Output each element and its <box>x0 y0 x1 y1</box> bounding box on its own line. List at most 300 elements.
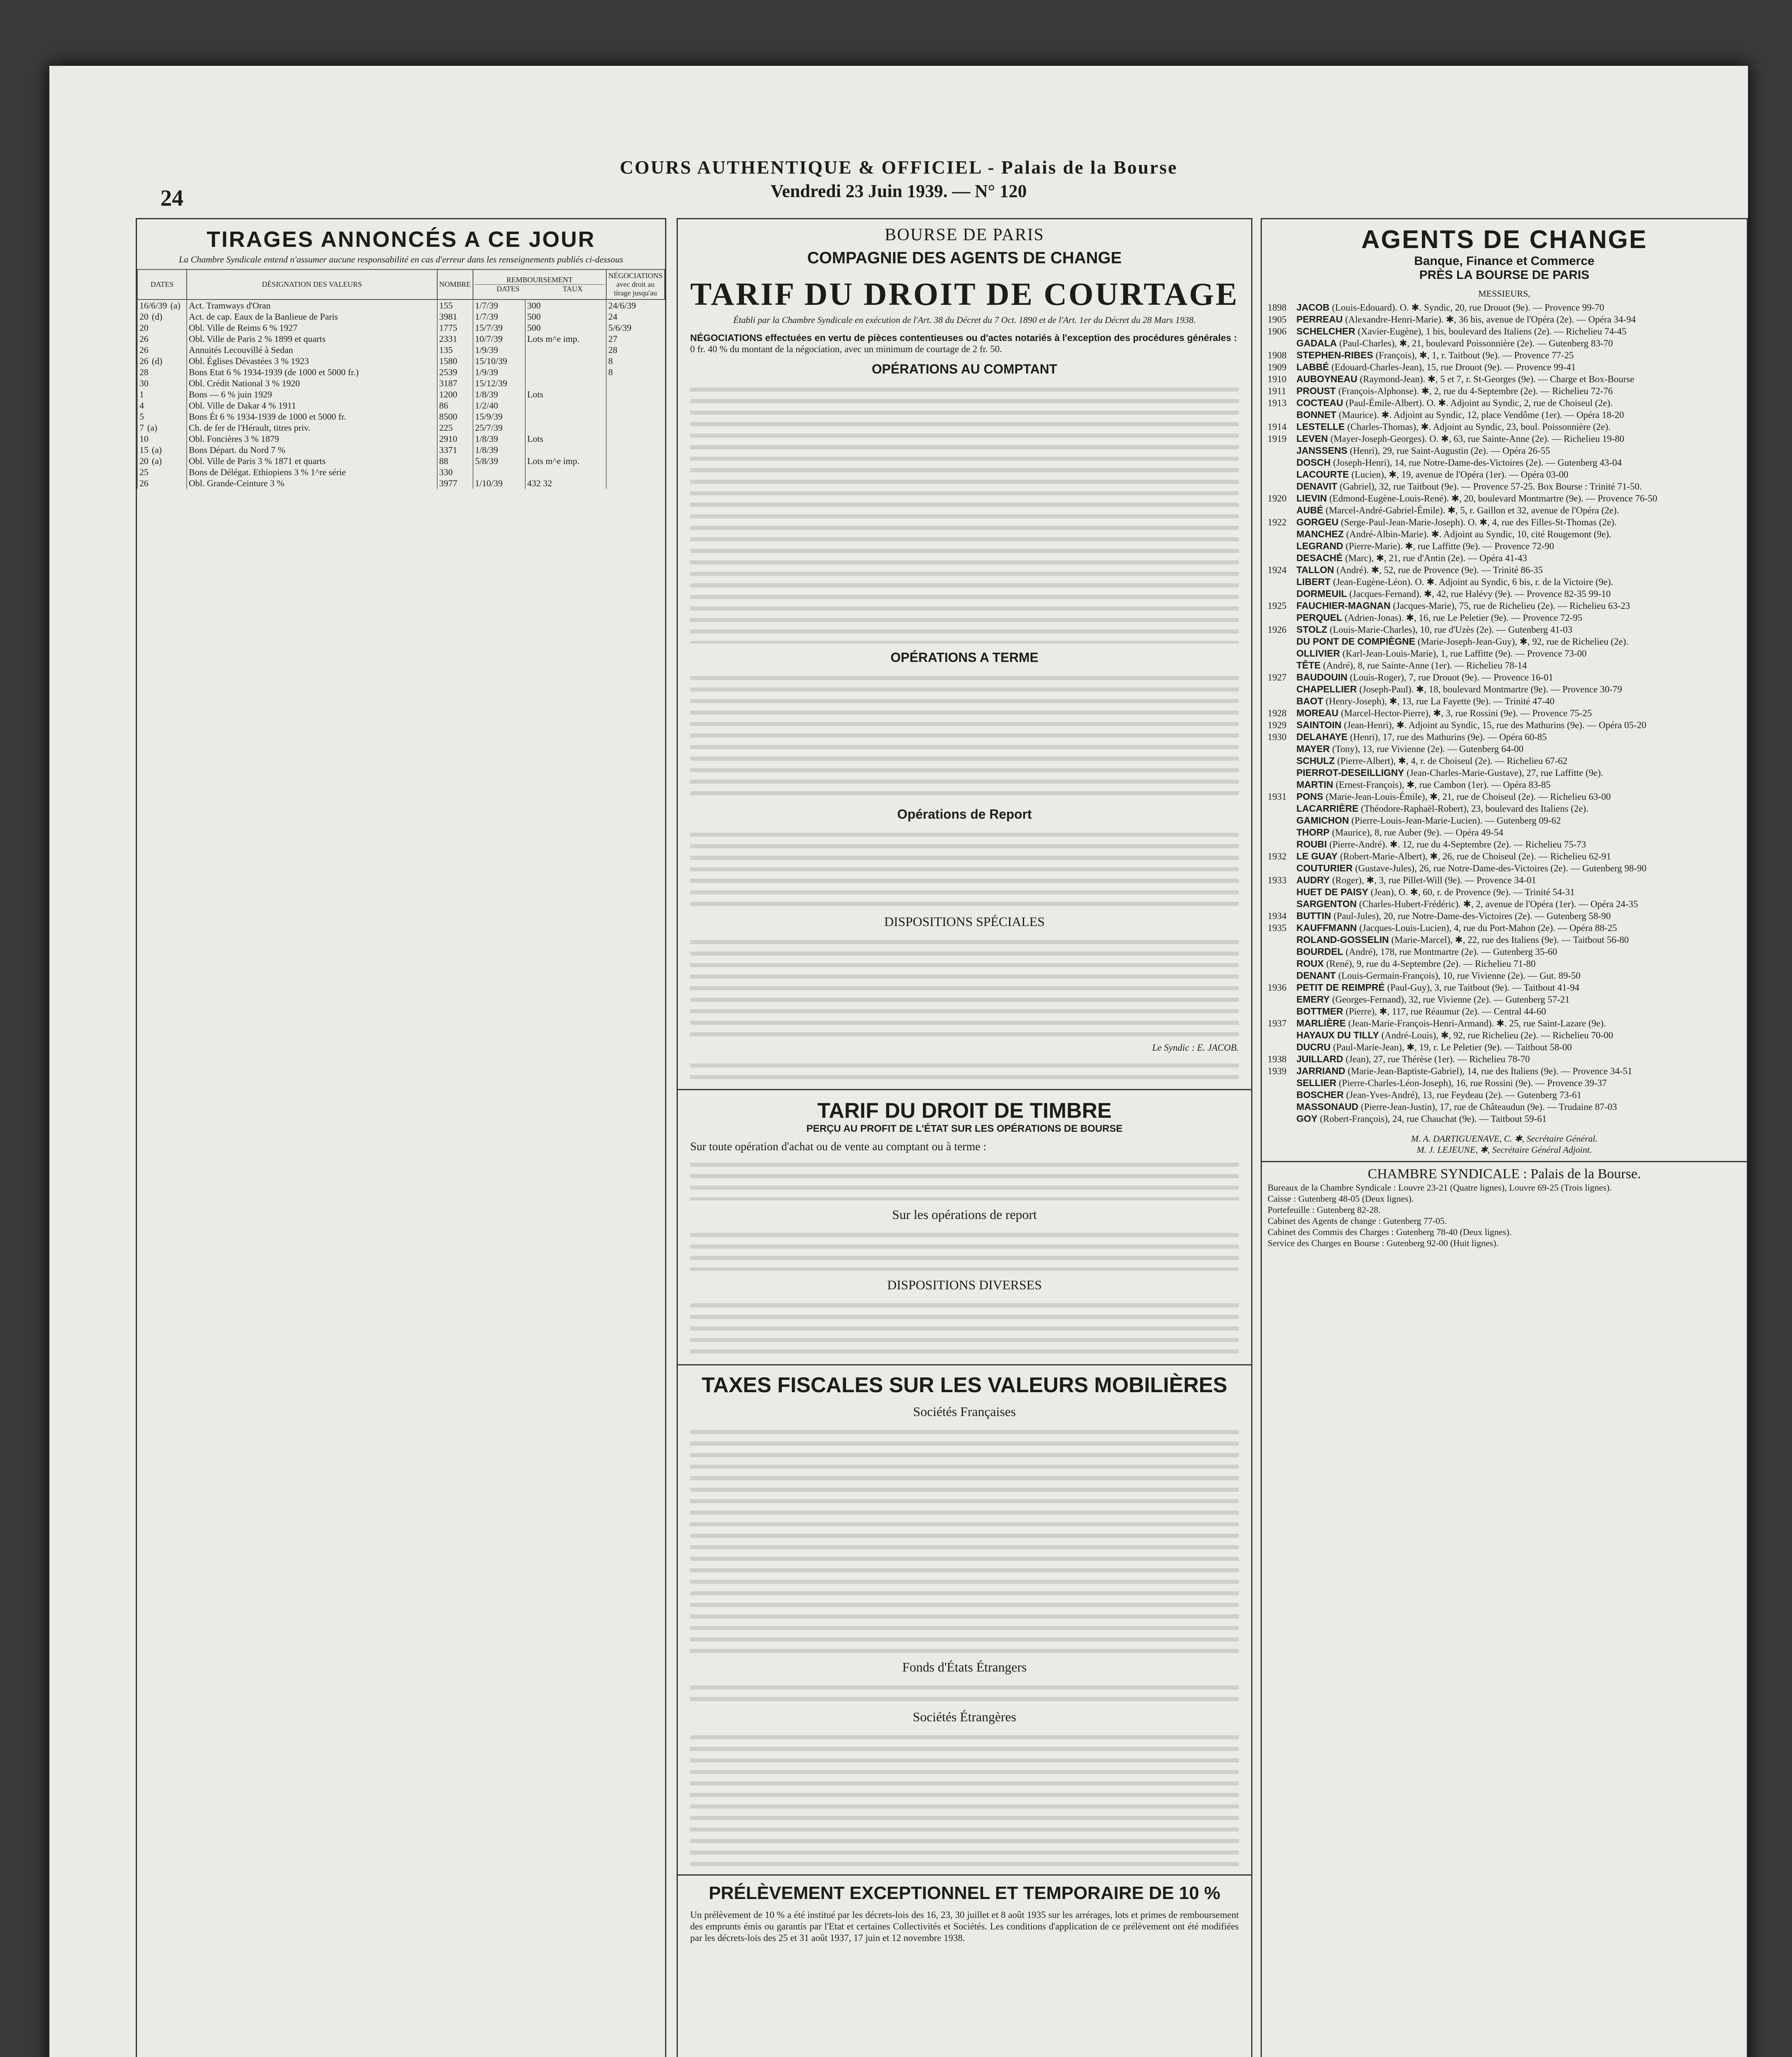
cell-date <box>137 355 187 367</box>
agent-name: SARGENTON <box>1296 898 1357 909</box>
agent-details: (Jacques-Louis-Lucien), 4, rue du Port-Mahon (2e). — Opéra 88-25 <box>1359 923 1617 933</box>
cell-nombre: 86 <box>437 400 473 411</box>
agent-details: (Pierre-Jean-Justin), 17, rue de Châteaudun (9e). — Trudaine 87-03 <box>1361 1102 1617 1112</box>
cell-designation: Ch. de fer de l'Hérault, titres priv. <box>187 422 437 433</box>
agent-name: LEVEN <box>1296 433 1328 444</box>
cell-nombre: 2539 <box>437 367 473 378</box>
cell-designation: Obl. Églises Dévastées 3 % 1923 <box>187 355 437 367</box>
table-row <box>137 444 665 455</box>
prelevement-text: Un prélèvement de 10 % a été institué par les décrets-lois des 16, 23, 30 juillet et 8 août 1935 sur les arrérages, lots et primes de remboursement des emprunts émis ou garantis par l'Etat et certaines Collectivités et Sociétés. Les conditions d'application de ce prélèvement ont été modifiées par les décrets-lois des 25 et 31 août 1937, 17 juin et 12 novembre 1938. <box>690 1910 1239 1943</box>
cell-designation: Act. Tramways d'Oran <box>187 299 437 311</box>
agent-year: 1935 <box>1268 923 1287 933</box>
agent-entry <box>1262 862 1747 874</box>
cell-date-text: 26 <box>139 333 148 344</box>
agent-entry <box>1262 457 1747 469</box>
agent-name: JANSSENS <box>1296 445 1347 456</box>
agent-entry <box>1262 1065 1747 1077</box>
agent-name: DENANT <box>1296 970 1336 981</box>
agent-entry <box>1262 1005 1747 1017</box>
table-row <box>137 344 665 355</box>
dispositions-text-block <box>690 933 1239 1040</box>
cell-taux <box>525 367 606 378</box>
cell-designation: Bons Ét 6 % 1934-1939 de 1000 et 5000 fr. <box>187 411 437 422</box>
cell-designation: Bons de Délégat. Ethiopiens 3 % 1^re série <box>187 467 437 478</box>
agent-entry <box>1262 385 1747 397</box>
tirages-title: TIRAGES ANNONCÉS A CE JOUR <box>206 227 596 252</box>
agent-entry <box>1262 1089 1747 1101</box>
cell-date-text: 4 <box>139 400 144 411</box>
agent-year: 1925 <box>1268 601 1287 611</box>
cell-date-text: 20 <box>139 455 148 466</box>
agent-name: BAOT <box>1296 696 1324 706</box>
agent-details: (Paul-Marie-Jean), ✱, 19, r. Le Peletier (9e). — Taitbout 58-00 <box>1333 1042 1572 1052</box>
agent-name: LACARRIÈRE <box>1296 803 1358 814</box>
agent-entry <box>1262 731 1747 743</box>
cell-date <box>137 333 187 344</box>
agent-entry <box>1262 516 1747 528</box>
th-dates: DATES <box>137 269 187 299</box>
cell-neg <box>606 389 665 400</box>
agent-year: 1934 <box>1268 911 1287 921</box>
cell-taux: 300 <box>525 299 606 311</box>
th-remb-label: REMBOURSEMENT <box>506 276 573 284</box>
agent-details: (Ernest-François), ✱, rue Cambon (1er). — Opéra 83-85 <box>1335 780 1551 790</box>
agent-details: (Joseph-Henri), 14, rue Notre-Dame-des-Victoires (2e). — Gutenberg 43-04 <box>1333 457 1622 468</box>
agents-sub2: PRÈS LA BOURSE DE PARIS <box>1419 268 1590 282</box>
agent-year: 1913 <box>1268 398 1287 408</box>
agent-name: PERREAU <box>1296 314 1343 325</box>
agents-list <box>1262 302 1747 1125</box>
agent-details: (Mayer-Joseph-Georges). O. ✱, 63, rue Sainte-Anne (2e). — Richelieu 19-80 <box>1330 434 1625 444</box>
agent-entry <box>1262 302 1747 313</box>
cell-neg <box>606 400 665 411</box>
page-number: 24 <box>160 186 183 211</box>
agent-year: 1928 <box>1268 708 1287 718</box>
negociations-text: 0 fr. 40 % du montant de la négociation, avec un minimum de courtage de 2 fr. 50. <box>690 344 1002 354</box>
cell-date-text: 30 <box>139 378 148 388</box>
agent-name: AUDRY <box>1296 875 1330 885</box>
agent-name: CHAPELLIER <box>1296 684 1357 694</box>
agent-entry <box>1262 719 1747 731</box>
agent-details: (Louis-Edouard). O. ✱. Syndic, 20, rue Drouot (9e). — Provence 99-70 <box>1332 302 1604 313</box>
report-timbre-block <box>690 1226 1239 1271</box>
cell-nombre: 88 <box>437 455 473 467</box>
agent-entry <box>1262 540 1747 552</box>
agent-year: 1911 <box>1268 386 1287 396</box>
agent-details: (Jean-Marie-François-Henri-Armand). ✱. 25, rue Saint-Lazare (9e). <box>1348 1018 1606 1028</box>
agent-entry <box>1262 445 1747 457</box>
cell-remb-date: 5/8/39 <box>473 455 525 467</box>
agent-year: 1906 <box>1268 326 1287 337</box>
agent-details: (Louis-Germain-François), 10, rue Vivienne (2e). — Gut. 89-50 <box>1338 970 1581 981</box>
agent-name: LE GUAY <box>1296 851 1338 861</box>
agent-entry <box>1262 612 1747 624</box>
table-row <box>137 467 665 478</box>
agent-name: ROUX <box>1296 958 1324 969</box>
societes-etrangeres-block <box>690 1728 1239 1868</box>
agent-name: DU PONT DE COMPIÈGNE <box>1296 636 1415 647</box>
agent-details: (Raymond-Jean). ✱, 5 et 7, r. St-Georges (9e). — Charge et Box-Bourse <box>1360 374 1634 384</box>
cell-date-text: 20 <box>139 311 148 322</box>
agent-name: EMERY <box>1296 994 1330 1005</box>
agent-entry <box>1262 504 1747 516</box>
agent-details: (Paul-Émile-Albert). O. ✱. Adjoint au Syndic, 2, rue de Choiseul (2e). <box>1345 398 1613 408</box>
agent-name: SCHULZ <box>1296 755 1335 766</box>
table-row <box>137 311 665 322</box>
agent-details: (Henri), 17, rue des Mathurins (9e). — Opéra 60-85 <box>1350 732 1547 742</box>
agent-entry <box>1262 707 1747 719</box>
messieurs-label: MESSIEURS, <box>1478 288 1530 299</box>
agent-name: BAUDOUIN <box>1296 672 1347 683</box>
agent-name: LIBERT <box>1296 576 1331 587</box>
cell-date <box>137 467 187 478</box>
agent-name: GOY <box>1296 1113 1318 1124</box>
cell-remb-date: 15/9/39 <box>473 411 525 422</box>
agent-entry <box>1262 659 1747 671</box>
cell-designation: Obl. Crédit National 3 % 1920 <box>187 378 437 389</box>
agent-details: (Jean-Yves-André), 13, rue Feydeau (2e). — Gutenberg 73-61 <box>1346 1090 1582 1100</box>
agent-name: PROUST <box>1296 385 1336 396</box>
agent-entry <box>1262 934 1747 946</box>
agent-details: (Jacques-Fernand). ✱, 42, rue Halévy (9e). — Provence 82-35 99-10 <box>1349 589 1611 599</box>
syndic-signature: Le Syndic : E. JACOB. <box>1152 1042 1239 1053</box>
agent-details: (Jean), O. ✱, 60, r. de Provence (9e). — Trinité 54-31 <box>1370 887 1575 897</box>
agent-details: (Louis-Roger), 7, rue Drouot (9e). — Provence 16-01 <box>1349 672 1553 683</box>
agent-details: (Jean-Eugène-Léon). O. ✱. Adjoint au Syndic, 6 bis, r. de la Victoire (9e). <box>1333 577 1613 587</box>
agent-name: JACOB <box>1296 302 1330 313</box>
agent-year: 1930 <box>1268 732 1287 742</box>
agent-details: (Tony), 13, rue Vivienne (2e). — Gutenberg 64-00 <box>1332 744 1523 754</box>
agent-year: 1908 <box>1268 350 1287 360</box>
cell-taux: 500 <box>525 322 606 333</box>
chambre-line: Portefeuille : Gutenberg 82-28. <box>1268 1205 1381 1215</box>
terme-text-block <box>690 669 1239 800</box>
agent-details: (Jean-Henri), ✱. Adjoint au Syndic, 15, rue des Mathurins (9e). — Opéra 05-20 <box>1344 720 1646 730</box>
agent-details: (Alexandre-Henri-Marie). ✱, 36 bis, avenue de l'Opéra (2e). — Opéra 34-94 <box>1345 314 1636 325</box>
tarif-timbre-text: Sur toute opération d'achat ou de vente au comptant ou à terme : <box>690 1140 987 1153</box>
agent-details: (Marie-Jean-Louis-Émile), ✱, 21, rue de Choiseul (2e). — Richelieu 63-00 <box>1326 792 1611 802</box>
cell-date <box>137 433 187 444</box>
cell-designation: Bons — 6 % juin 1929 <box>187 389 437 400</box>
cell-nombre: 225 <box>437 422 473 433</box>
agent-name: ROLAND-GOSSELIN <box>1296 934 1389 945</box>
agent-entry <box>1262 838 1747 850</box>
agent-name: DOSCH <box>1296 457 1331 468</box>
cell-date-text: 26 <box>139 344 148 355</box>
page-header <box>49 156 1748 202</box>
agent-name: COCTEAU <box>1296 397 1343 408</box>
agent-year: 1924 <box>1268 565 1287 575</box>
section-societes-etrangeres: Sociétés Étrangères <box>913 1709 1016 1724</box>
cell-remb-date: 1/9/39 <box>473 344 525 355</box>
agent-entry <box>1262 970 1747 982</box>
agent-details: (André), 8, rue Sainte-Anne (1er). — Richelieu 78-14 <box>1323 660 1527 671</box>
agent-details: (Pierre), ✱, 117, rue Réaumur (2e). — Central 44-60 <box>1345 1006 1546 1017</box>
cell-date <box>137 322 187 333</box>
agent-details: (Jean-Charles-Marie-Gustave), 27, rue Laffitte (9e). <box>1406 768 1603 778</box>
agent-entry <box>1262 743 1747 755</box>
agent-entry <box>1262 1077 1747 1089</box>
cell-taux: 500 <box>525 311 606 322</box>
agent-details: (Maurice). ✱. Adjoint au Syndic, 12, place Vendôme (1er). — Opéra 18-20 <box>1339 410 1624 420</box>
cell-date <box>137 411 187 422</box>
agent-year: 1910 <box>1268 374 1287 384</box>
table-row <box>137 411 665 422</box>
agent-details: (André-Louis), ✱, 92, rue Richelieu (2e). — Richelieu 70-00 <box>1381 1030 1613 1040</box>
agent-entry <box>1262 564 1747 576</box>
agent-year: 1931 <box>1268 792 1287 802</box>
societes-francaises-block <box>690 1423 1239 1653</box>
cell-remb-date: 1/7/39 <box>473 311 525 322</box>
agent-name: SCHELCHER <box>1296 326 1356 337</box>
agent-year: 1919 <box>1268 434 1287 444</box>
cell-nombre: 1775 <box>437 322 473 333</box>
agent-entry <box>1262 886 1747 898</box>
cell-nombre: 8500 <box>437 411 473 422</box>
cell-date <box>137 367 187 378</box>
agents-column <box>1261 218 1748 2057</box>
agent-entry <box>1262 325 1747 337</box>
agent-year: 1938 <box>1268 1054 1287 1064</box>
agent-details: (Xavier-Eugène), 1 bis, boulevard des Italiens (2e). — Richelieu 74-45 <box>1358 326 1627 337</box>
tirages-column <box>136 218 666 2057</box>
cell-nombre: 3187 <box>437 378 473 389</box>
agent-details: (Robert-Marie-Albert), ✱, 26, rue de Choiseul (2e). — Richelieu 62-91 <box>1340 851 1611 861</box>
agent-name: AUBOYNEAU <box>1296 374 1358 384</box>
cell-date-text: 26 <box>139 478 148 488</box>
agent-entry <box>1262 994 1747 1005</box>
agent-name: HAYAUX DU TILLY <box>1296 1030 1379 1040</box>
cell-neg <box>606 444 665 455</box>
cell-neg: 24 <box>606 311 665 322</box>
agent-name: LIEVIN <box>1296 493 1327 504</box>
agent-details: (Paul-Guy), 3, rue Taitbout (9e). — Taitbout 41-94 <box>1387 982 1580 993</box>
agent-details: (Pierre-Albert), ✱, 4, r. de Choiseul (2e). — Richelieu 67-62 <box>1337 756 1567 766</box>
cell-nombre: 330 <box>437 467 473 478</box>
agent-entry <box>1262 671 1747 683</box>
agent-details: (André), 178, rue Montmartre (2e). — Gutenberg 35-60 <box>1345 947 1558 957</box>
agent-entry <box>1262 827 1747 838</box>
cell-date-text: 16/6/39 <box>139 300 167 311</box>
agent-year: 1927 <box>1268 672 1287 683</box>
table-row <box>137 378 665 389</box>
cell-taux: Lots <box>525 389 606 400</box>
cell-nombre: 3977 <box>437 478 473 489</box>
table-row <box>137 400 665 411</box>
report-text-block <box>690 825 1239 908</box>
agent-entry <box>1262 1101 1747 1113</box>
chambre-title: CHAMBRE SYNDICALE : Palais de la Bourse. <box>1368 1166 1641 1182</box>
agent-details: (Marcel-Hector-Pierre), ✱, 3, rue Rossini (9e). — Provence 75-25 <box>1341 708 1592 718</box>
agent-entry <box>1262 695 1747 707</box>
agent-name: THORP <box>1296 827 1330 838</box>
agent-details: (Marie-Jean-Baptiste-Gabriel), 14, rue des Italiens (9e). — Provence 34-51 <box>1347 1066 1632 1076</box>
chambre-lines <box>1262 1182 1747 1249</box>
company-label: COMPAGNIE DES AGENTS DE CHANGE <box>807 249 1122 267</box>
agent-name: KAUFFMANN <box>1296 922 1357 933</box>
negociations-heading: NÉGOCIATIONS effectuées en vertu de pièces contentieuses ou d'actes notariés à l'exception des procédures générales : <box>690 332 1237 343</box>
cell-taux <box>525 467 606 478</box>
agent-name: BOURDEL <box>1296 946 1343 957</box>
agent-name: AUBÉ <box>1296 505 1324 515</box>
cell-date <box>137 378 187 389</box>
agent-name: STOLZ <box>1296 624 1327 635</box>
cell-remb-date: 1/8/39 <box>473 444 525 455</box>
agent-name: HUET DE PAISY <box>1296 887 1368 897</box>
agent-name: DENAVIT <box>1296 481 1338 492</box>
agent-entry <box>1262 469 1747 481</box>
section-societes-francaises: Sociétés Françaises <box>913 1404 1016 1419</box>
cell-remb-date: 15/12/39 <box>473 378 525 389</box>
cell-date <box>137 344 187 355</box>
agent-details: (Paul-Jules), 20, rue Notre-Dame-des-Victoires (2e). — Gutenberg 58-90 <box>1333 911 1611 921</box>
agent-name: GORGEU <box>1296 517 1339 527</box>
agent-name: STEPHEN-RIBES <box>1296 350 1373 360</box>
table-row <box>137 322 665 333</box>
cell-remb-date: 25/7/39 <box>473 422 525 433</box>
cell-flag: (d) <box>152 355 162 366</box>
agent-year: 1909 <box>1268 362 1287 372</box>
agent-name: PETIT DE REIMPRÉ <box>1296 982 1385 993</box>
cell-designation: Obl. Ville de Paris 2 % 1899 et quarts <box>187 333 437 344</box>
chambre-line: Service des Charges en Bourse : Gutenberg 92-00 (Huit lignes). <box>1268 1238 1499 1248</box>
comptant-text-block <box>690 380 1239 643</box>
agent-entry <box>1262 409 1747 421</box>
cell-neg <box>606 467 665 478</box>
agent-entry <box>1262 313 1747 325</box>
cell-date-text: 1 <box>139 389 144 399</box>
tirages-body <box>137 299 665 489</box>
agent-details: (Gustave-Jules), 26, rue Notre-Dame-des-Victoires (2e). — Gutenberg 98-90 <box>1355 863 1647 873</box>
dispositions-diverses-block <box>690 1296 1239 1358</box>
agent-name: BONNET <box>1296 409 1337 420</box>
th-nombre: NOMBRE <box>437 269 473 299</box>
agent-name: MAYER <box>1296 743 1330 754</box>
agent-entry <box>1262 433 1747 445</box>
agent-name: PIERROT-DESEILLIGNY <box>1296 767 1404 778</box>
agent-name: PONS <box>1296 791 1324 802</box>
cell-date-text: 26 <box>139 355 148 366</box>
agent-year: 1898 <box>1268 302 1287 313</box>
agent-name: FAUCHIER-MAGNAN <box>1296 600 1391 611</box>
chambre-line: Cabinet des Commis des Charges : Gutenberg 78-40 (Deux lignes). <box>1268 1227 1512 1237</box>
cell-taux <box>525 400 606 411</box>
cell-remb-date <box>473 467 525 478</box>
agent-entry <box>1262 1053 1747 1065</box>
cell-designation: Obl. Ville de Dakar 4 % 1911 <box>187 400 437 411</box>
agent-entry <box>1262 803 1747 815</box>
cell-remb-date: 1/10/39 <box>473 478 525 489</box>
cell-taux <box>525 444 606 455</box>
section-dispositions-diverses: DISPOSITIONS DIVERSES <box>887 1277 1042 1292</box>
agent-details: (Joseph-Paul). ✱, 18, boulevard Montmartre (9e). — Provence 30-79 <box>1359 684 1622 694</box>
agent-name: GAMICHON <box>1296 815 1349 826</box>
cell-neg <box>606 433 665 444</box>
agent-name: SAINTOIN <box>1296 720 1342 730</box>
courtage-column <box>677 218 1252 2057</box>
cell-neg <box>606 455 665 467</box>
cell-date <box>137 422 187 433</box>
section-dispositions: DISPOSITIONS SPÉCIALES <box>884 914 1045 929</box>
section-comptant: OPÉRATIONS AU COMPTANT <box>872 362 1057 376</box>
cell-designation: Act. de cap. Eaux de la Banlieue de Paris <box>187 311 437 322</box>
fonds-etrangers-block <box>690 1678 1239 1703</box>
cell-flag: (d) <box>152 311 162 322</box>
agent-entry <box>1262 1113 1747 1125</box>
cell-date-text: 15 <box>139 444 148 455</box>
agent-details: (André-Albin-Marie). ✱. Adjoint au Syndic, 10, cité Rougemont (9e). <box>1346 529 1611 539</box>
agent-details: (Henri), 29, rue Saint-Augustin (2e). — Opéra 26-55 <box>1349 446 1550 456</box>
agent-year: 1914 <box>1268 422 1287 432</box>
agent-details: (Marie-Marcel), ✱, 22, rue des Italiens (9e). — Taitbout 56-80 <box>1391 935 1629 945</box>
agent-details: (Serge-Paul-Jean-Marie-Joseph). O. ✱, 4, rue des Filles-St-Thomas (2e). <box>1341 517 1617 527</box>
agent-entry <box>1262 922 1747 934</box>
cell-taux: 432 32 <box>525 478 606 489</box>
cell-nombre: 3371 <box>437 444 473 455</box>
agent-details: (François-Alphonse). ✱, 2, rue du 4-Septembre (2e). — Richelieu 72-76 <box>1338 386 1613 396</box>
cell-designation: Obl. Foncières 3 % 1879 <box>187 433 437 444</box>
agent-entry <box>1262 982 1747 994</box>
agent-details: (Théodore-Raphaël-Robert), 23, boulevard des Italiens (2e). <box>1361 803 1588 814</box>
agent-name: OLLIVIER <box>1296 648 1340 659</box>
prelevement-title: PRÉLÈVEMENT EXCEPTIONNEL ET TEMPORAIRE DE 10 % <box>709 1883 1220 1903</box>
cell-date <box>137 455 187 467</box>
agent-name: LESTELLE <box>1296 421 1345 432</box>
table-row <box>137 433 665 444</box>
secretaire-adjoint: M. J. LEJEUNE, ✱, Secrétaire Général Adjoint. <box>1416 1145 1592 1155</box>
agent-name: LEGRAND <box>1296 541 1343 551</box>
agent-details: (Henry-Joseph), ✱, 13, rue La Fayette (9e). — Trinité 47-40 <box>1326 696 1555 706</box>
agent-details: (Gabriel), 32, rue Taitbout (9e). — Provence 57-25. Box Bourse : Trinité 71-50. <box>1340 481 1642 492</box>
th-remboursement <box>473 269 606 299</box>
agent-entry <box>1262 767 1747 779</box>
cell-taux <box>525 344 606 355</box>
table-row <box>137 367 665 378</box>
table-row <box>137 422 665 433</box>
table-row <box>137 333 665 344</box>
tarif-courtage-subtitle: Établi par la Chambre Syndicale en exécution de l'Art. 38 du Décret du 7 Oct. 1890 et de l'Art. 1er du Décret du 28 Mars 1938. <box>733 315 1196 325</box>
agent-details: (André). ✱, 52, rue de Provence (9e). — Trinité 86-35 <box>1336 565 1543 575</box>
agent-name: LABBÉ <box>1296 362 1329 372</box>
cell-date <box>137 478 187 489</box>
th-negociations: NÉGOCIATIONS avec droit au tirage jusqu'au <box>606 269 665 299</box>
agent-details: (René), 9, rue du 4-Septembre (2e). — Richelieu 71-80 <box>1326 959 1536 969</box>
agent-details: (Robert-François), 24, rue Chauchat (9e). — Taitbout 59-61 <box>1320 1114 1547 1124</box>
agent-entry <box>1262 397 1747 409</box>
agent-name: BOSCHER <box>1296 1089 1344 1100</box>
agent-entry <box>1262 898 1747 910</box>
agent-year: 1933 <box>1268 875 1287 885</box>
agent-details: (Marie-Joseph-Jean-Guy), ✱, 92, rue de Richelieu (2e). <box>1417 636 1629 647</box>
cell-date-text: 7 <box>139 422 144 433</box>
cell-taux: Lots <box>525 433 606 444</box>
agent-entry <box>1262 481 1747 492</box>
agent-details: (Edmond-Eugène-Louis-René). ✱, 20, boulevard Montmartre (9e). — Provence 76-50 <box>1329 493 1658 504</box>
agent-year: 1939 <box>1268 1066 1287 1076</box>
agent-name: LACOURTE <box>1296 469 1349 480</box>
cell-nombre: 2910 <box>437 433 473 444</box>
cell-neg: 24/6/39 <box>606 299 665 311</box>
header-title: COURS AUTHENTIQUE & OFFICIEL - Palais de la Bourse <box>619 157 1178 178</box>
cell-remb-date: 15/10/39 <box>473 355 525 367</box>
agent-name: MOREAU <box>1296 708 1339 718</box>
cell-remb-date: 15/7/39 <box>473 322 525 333</box>
cell-nombre: 2331 <box>437 333 473 344</box>
chambre-line: Caisse : Gutenberg 48-05 (Deux lignes). <box>1268 1193 1414 1204</box>
agent-entry <box>1262 552 1747 564</box>
cell-date <box>137 299 187 311</box>
cell-neg: 8 <box>606 367 665 378</box>
